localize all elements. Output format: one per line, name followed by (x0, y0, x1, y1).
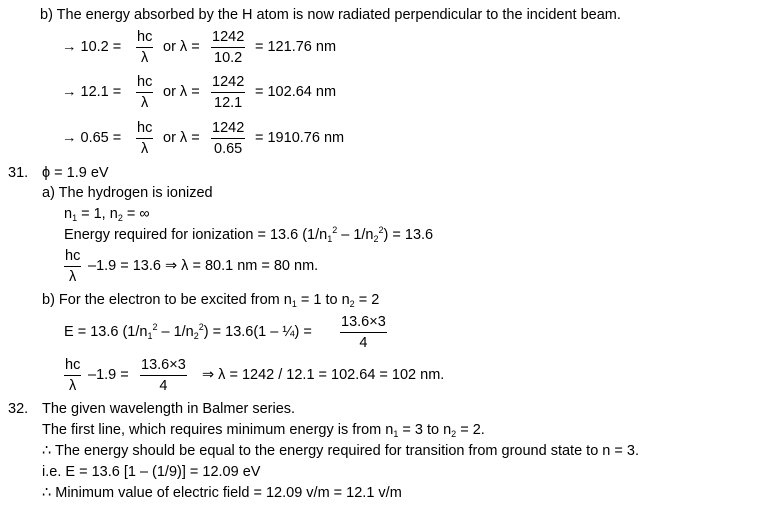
eq-or: or λ = (163, 130, 200, 146)
part-b-header: b) The energy absorbed by the H atom is now radiated perpendicular to the incident beam. (40, 7, 621, 23)
question-number-31: 31. (8, 165, 29, 181)
eq-lhs: → 12.1 = (62, 84, 122, 100)
eq-lhs: → 10.2 = (62, 39, 122, 55)
hc-over-lambda: $\frac{hc}{\lambda}$ (65, 248, 81, 285)
work-function: ϕ = 1.9 eV (42, 165, 109, 181)
wavelength-fraction: $\frac{1242}{0.65}$ (212, 120, 245, 157)
wavelength-fraction: $\frac{1242}{12.1}$ (212, 74, 245, 111)
question-number-32: 32. (8, 401, 29, 417)
wavelength-fraction: $\frac{1242}{10.2}$ (212, 29, 245, 66)
part-a-label: a) The hydrogen is ionized (42, 185, 213, 201)
eq-or: or λ = (163, 39, 200, 55)
eq-result: = 121.76 nm (255, 39, 337, 55)
part-b-label: b) For the electron to be excited from $n_1 = 1$ to $n_2 = 2$ (42, 292, 380, 309)
part-b-calc-result: ⇒ λ = 1242 / 12.1 = 102.64 = 102 nm. (202, 367, 445, 383)
part-b-calc-mid: –1.9 = (88, 367, 129, 383)
hc-over-lambda: $\frac{hc}{\lambda}$ (137, 29, 153, 66)
energy-fraction: $\frac{13.6\times 3}{4}$ (141, 357, 186, 394)
energy-value: i.e. E = 13.6 [1 – (1/9)] = 12.09 eV (42, 464, 261, 480)
excitation-energy: E = 13.6 $(1/n_1^2 - 1/n_2^2) = 13.6(1$ – ¼) = (64, 322, 312, 341)
electric-field-result: ∴ Minimum value of electric field = 12.09 v/m = 12.1 v/m (42, 485, 402, 501)
hc-over-lambda: $\frac{hc}{\lambda}$ (137, 120, 153, 157)
eq-or: or λ = (163, 84, 200, 100)
energy-condition: ∴ The energy should be equal to the energy required for transition from ground state to n = 3. (42, 443, 639, 459)
eq-lhs: → 0.65 = (62, 130, 122, 146)
hc-over-lambda: $\frac{hc}{\lambda}$ (137, 74, 153, 111)
energy-fraction: $\frac{13.6\times 3}{4}$ (341, 314, 386, 351)
eq-result: = 1910.76 nm (255, 130, 345, 146)
part-a-calculation: –1.9 = 13.6 ⇒ λ = 80.1 nm = 80 nm. (88, 258, 319, 274)
hc-over-lambda: $\frac{hc}{\lambda}$ (65, 357, 81, 394)
balmer-statement: The given wavelength in Balmer series. (42, 401, 296, 417)
first-line-statement: The first line, which requires minimum energy is from $n_1 = 3$ to $n_2 = 2$. (42, 422, 485, 439)
eq-result: = 102.64 nm (255, 84, 337, 100)
ionization-energy: Energy required for ionization = 13.6 $(1/n_1^2 - 1/n_2^2) = 13.6$ (64, 225, 434, 244)
n-values: $n_1 = 1$, $n_2$ = ∞ (64, 206, 150, 223)
